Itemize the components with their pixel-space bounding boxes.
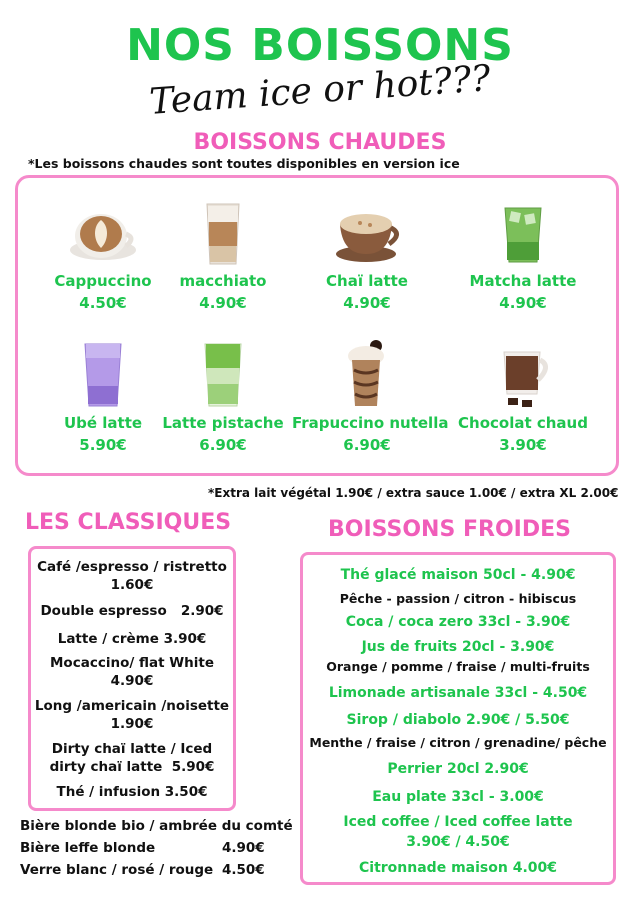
drink-frapuccino-nutella <box>292 340 449 454</box>
drink-matcha-latte <box>448 198 598 312</box>
chai-latte-icon <box>332 198 402 268</box>
drink-price: 4.50€ <box>79 294 127 312</box>
cold-item-detail: Menthe / fraise / citron / grenadine/ pêche <box>309 735 607 750</box>
classique-line: Thé / infusion 3.50€ <box>56 784 208 800</box>
drink-name: Matcha latte <box>469 272 577 290</box>
cold-item: Eau plate 33cl - 3.00€ <box>372 789 544 805</box>
matcha-latte-icon <box>488 198 558 268</box>
classiques-heading: LES CLASSIQUES <box>25 510 232 535</box>
classique-item <box>31 654 233 690</box>
classique-line: Café /espresso / ristretto <box>37 559 227 575</box>
drink-name: Ubé latte <box>63 414 143 432</box>
classique-price: 4.90€ <box>110 673 154 689</box>
beer-price: 4.90€ <box>222 840 265 856</box>
drink-name: macchiato <box>179 272 267 290</box>
drink-price: 6.90€ <box>199 436 247 454</box>
macchiato-icon <box>188 198 258 268</box>
classique-item <box>31 602 233 620</box>
cold-item: Coca / coca zero 33cl - 3.90€ <box>345 614 571 630</box>
drink-name: Chocolat chaud <box>458 414 588 432</box>
page-subtitle: Team ice or hot??? <box>148 58 492 123</box>
cold-item-detail: Pêche - passion / citron - hibiscus <box>339 591 577 606</box>
drink-price: 4.90€ <box>343 294 391 312</box>
cold-item: Thé glacé maison 50cl - 4.90€ <box>340 567 576 583</box>
hot-drinks-box <box>15 175 619 476</box>
classique-price: 1.60€ <box>110 577 154 593</box>
chocolat-chaud-icon <box>488 340 558 410</box>
classique-item <box>31 740 233 776</box>
wine-line: Verre blanc / rosé / rouge <box>20 862 214 878</box>
drink-chai-latte <box>292 198 442 312</box>
cold-item: Jus de fruits 20cl - 3.90€ <box>361 639 555 655</box>
drink-price: 4.90€ <box>199 294 247 312</box>
latte-pistache-icon <box>188 340 258 410</box>
drink-name: Chaï latte <box>326 272 408 290</box>
cold-item: Perrier 20cl 2.90€ <box>387 761 529 777</box>
cold-item-detail: Orange / pomme / fraise / multi-fruits <box>326 659 590 674</box>
classique-item <box>31 630 233 648</box>
classique-line: Long /americain /noisette <box>34 698 230 714</box>
classique-line: Dirty chaï latte / Iced <box>51 741 213 757</box>
hot-drinks-note: *Les boissons chaudes sont toutes disponibles en version ice <box>28 156 460 171</box>
drink-name: Latte pistache <box>162 414 284 432</box>
drink-price: 4.90€ <box>499 294 547 312</box>
cold-item: Citronnade maison 4.00€ <box>359 860 557 876</box>
beer-line: Bière blonde bio / ambrée du comté <box>20 818 293 834</box>
frapuccino-icon <box>332 340 402 410</box>
cold-drinks-box <box>300 552 616 885</box>
classique-item <box>31 697 233 733</box>
classique-line: Mocaccino/ flat White <box>50 655 214 671</box>
classique-line: Latte / crème 3.90€ <box>57 631 207 647</box>
drink-price: 6.90€ <box>343 436 391 454</box>
beer-line: Bière leffe blonde <box>20 840 156 856</box>
cappuccino-icon <box>68 198 138 268</box>
cold-item: Iced coffee / Iced coffee latte <box>343 814 573 830</box>
wine-price: 4.50€ <box>222 862 265 878</box>
drink-price: 3.90€ <box>499 436 547 454</box>
drink-chocolat-chaud <box>448 340 598 454</box>
classique-item <box>31 558 233 594</box>
drink-macchiato <box>148 198 298 312</box>
drink-latte-pistache <box>148 340 298 454</box>
classique-line: Double espresso 2.90€ <box>40 603 224 619</box>
classiques-box <box>28 546 236 811</box>
cold-drinks-heading: BOISSONS FROIDES <box>328 517 571 542</box>
drink-price: 5.90€ <box>79 436 127 454</box>
extras-note: *Extra lait végétal 1.90€ / extra sauce 1.00€ / extra XL 2.00€ <box>208 486 619 500</box>
hot-drinks-heading: BOISSONS CHAUDES <box>193 130 447 155</box>
page-title: NOS BOISSONS <box>126 20 514 71</box>
ube-latte-icon <box>68 340 138 410</box>
cold-item: Limonade artisanale 33cl - 4.50€ <box>328 685 588 701</box>
drink-name: Frapuccino nutella <box>292 414 449 432</box>
classique-line: dirty chaï latte 5.90€ <box>49 759 215 775</box>
classique-item <box>31 783 233 801</box>
cold-item: Sirop / diabolo 2.90€ / 5.50€ <box>346 712 570 728</box>
cold-item: 3.90€ / 4.50€ <box>406 834 510 850</box>
drink-name: Cappuccino <box>54 272 152 290</box>
classique-price: 1.90€ <box>110 716 154 732</box>
